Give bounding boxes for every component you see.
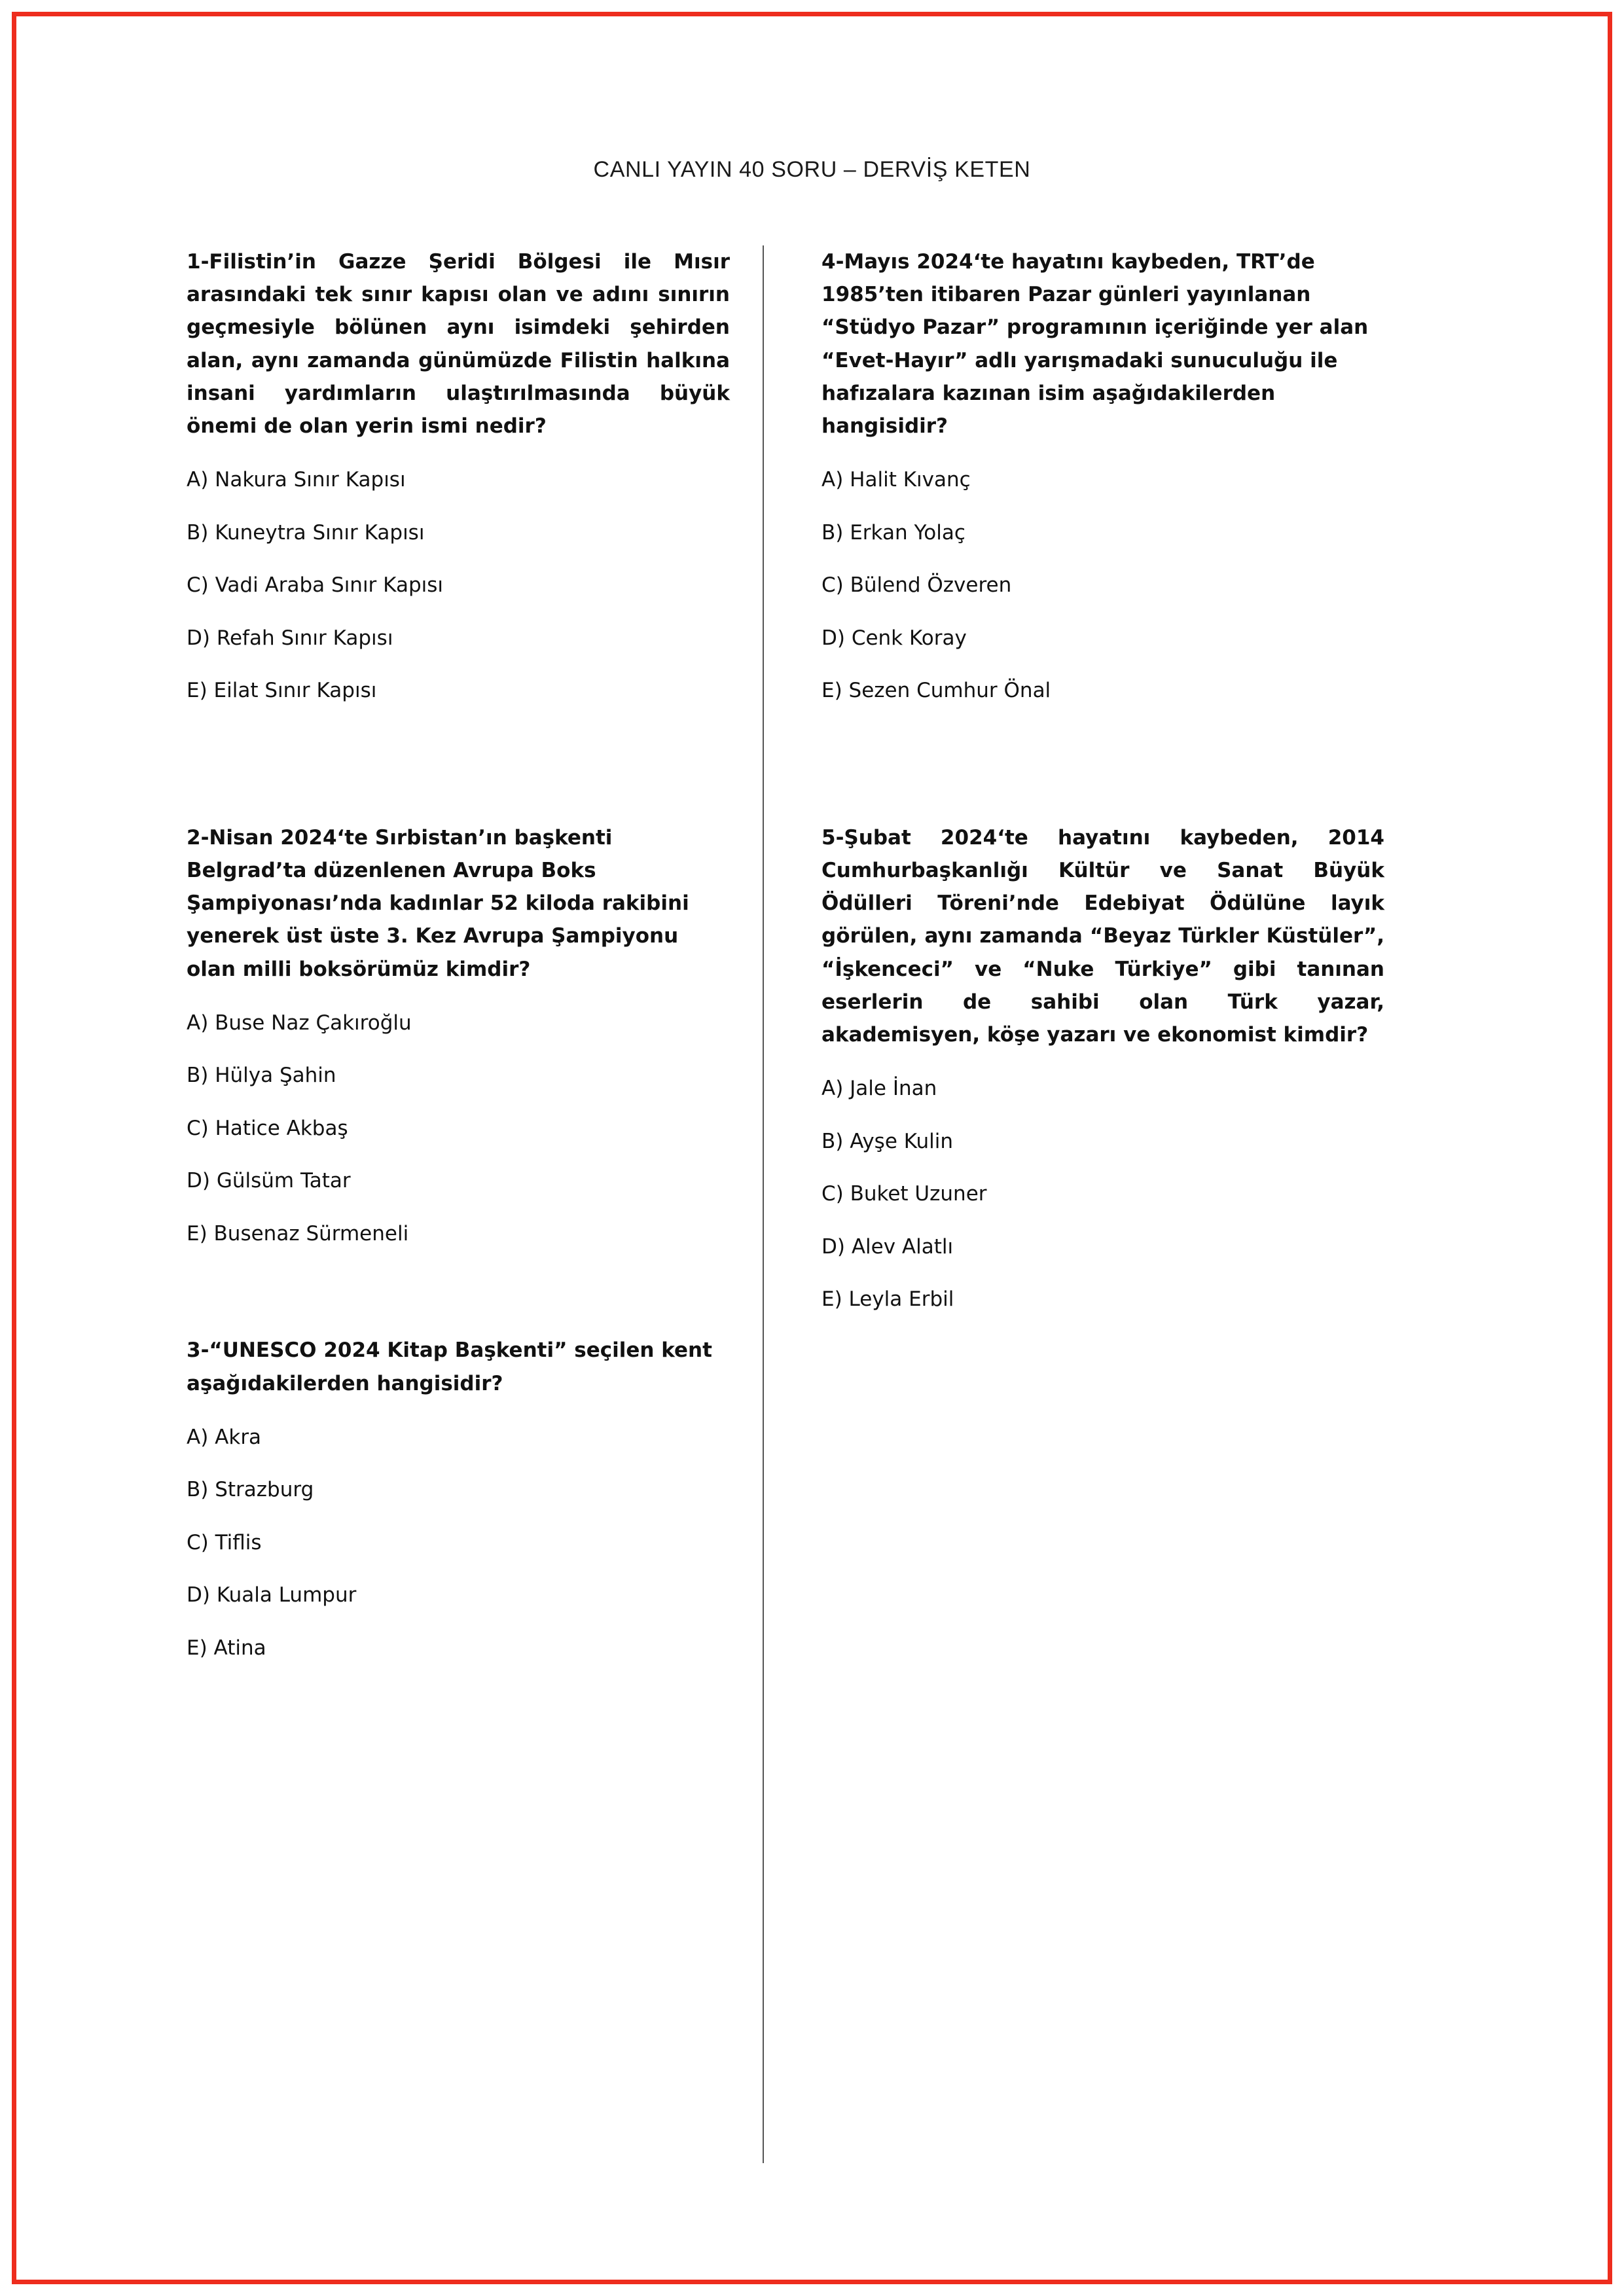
question-1-option-c: C) Vadi Araba Sınır Kapısı bbox=[187, 573, 443, 598]
question-4-option-e: E) Sezen Cumhur Önal bbox=[821, 679, 1051, 703]
question-3-option-e: E) Atina bbox=[187, 1636, 266, 1660]
question-2-option-e: E) Busenaz Sürmeneli bbox=[187, 1221, 409, 1246]
question-1-option-d: D) Refah Sınır Kapısı bbox=[187, 626, 393, 650]
question-5-option-b: B) Ayşe Kulin bbox=[821, 1129, 954, 1153]
question-block-2 bbox=[187, 821, 730, 1249]
question-1-option-e: E) Eilat Sınır Kapısı bbox=[187, 679, 377, 703]
question-3-option-b: B) Strazburg bbox=[187, 1478, 314, 1502]
spacer-2 bbox=[187, 1288, 730, 1334]
left-column bbox=[187, 245, 763, 1702]
question-1-option-b: B) Kuneytra Sınır Kapısı bbox=[187, 520, 425, 545]
question-block-5 bbox=[821, 821, 1384, 1315]
question-5-option-c: C) Buket Uzuner bbox=[821, 1182, 987, 1206]
question-4-option-a: A) Halit Kıvanç bbox=[821, 468, 971, 492]
question-4-option-d: D) Cenk Koray bbox=[821, 626, 967, 650]
question-text-4: 4-Mayıs 2024‘te hayatını kaybeden, TRT’de 1985’ten itibaren Pazar günleri yayınlanan “Stüdyo Pazar” programının içeriğinde yer alan “Evet-Hayır” adlı yarışmadaki sunuculuğu ile hafızalara kazınan isim aşağıdakilerden hangisidir? bbox=[821, 250, 1369, 439]
question-3-option-a: A) Akra bbox=[187, 1425, 262, 1449]
question-block-3 bbox=[187, 1334, 730, 1663]
question-2-option-c: C) Hatice Akbaş bbox=[187, 1116, 348, 1140]
question-3-option-c: C) Tiflis bbox=[187, 1530, 262, 1554]
content-columns bbox=[187, 245, 1437, 2163]
column-divider bbox=[763, 245, 764, 2163]
question-5-option-d: D) Alev Alatlı bbox=[821, 1234, 954, 1259]
question-text-3: 3-“UNESCO 2024 Kitap Başkenti” seçilen kent aşağıdakilerden hangisidir? bbox=[187, 1338, 712, 1395]
question-1-option-a: A) Nakura Sınır Kapısı bbox=[187, 468, 406, 492]
spacer-3 bbox=[821, 745, 1384, 821]
question-block-1 bbox=[187, 245, 730, 706]
question-text-5: 5-Şubat 2024‘te hayatını kaybeden, 2014 Cumhurbaşkanlığı Kültür ve Sanat Büyük Ödülleri Töreni’nde Edebiyat Ödülüne layık görülen, aynı zamanda “Beyaz Türkler Küstüler”, “İşkenceci” ve “Nuke Türkiye” gibi tanınan eserlerin de sahibi olan Türk yazar, akademisyen, köşe yazarı ve ekonomist kimdir? bbox=[821, 825, 1384, 1047]
question-2-option-b: B) Hülya Şahin bbox=[187, 1064, 336, 1088]
question-5-option-e: E) Leyla Erbil bbox=[821, 1287, 954, 1312]
question-4-option-c: C) Bülend Özveren bbox=[821, 573, 1012, 598]
question-2-option-a: A) Buse Naz Çakıroğlu bbox=[187, 1011, 412, 1035]
question-text-2: 2-Nisan 2024‘te Sırbistan’ın başkenti Belgrad’ta düzenlenen Avrupa Boks Şampiyonası’nda kadınlar 52 kiloda rakibini yenerek üst üste 3. Kez Avrupa Şampiyonu olan milli boksörümüz kimdir? bbox=[187, 825, 689, 981]
page-title: CANLI YAYIN 40 SORU – DERVİŞ KETEN bbox=[593, 157, 1031, 182]
spacer-1 bbox=[187, 745, 730, 821]
question-text-1: 1-Filistin’in Gazze Şeridi Bölgesi ile Mısır arasındaki tek sınır kapısı olan ve adını sınırın geçmesiyle bölünen aynı isimdeki şehirden alan, aynı zamanda günümüzde Filistin halkına insani yardımların ulaştırılmasında büyük önemi de olan yerin ismi nedir? bbox=[187, 250, 730, 439]
question-4-option-b: B) Erkan Yolaç bbox=[821, 520, 965, 545]
right-column bbox=[808, 245, 1384, 1354]
question-5-option-a: A) Jale İnan bbox=[821, 1077, 937, 1101]
question-block-4 bbox=[821, 245, 1384, 706]
question-2-option-d: D) Gülsüm Tatar bbox=[187, 1169, 351, 1193]
question-3-option-d: D) Kuala Lumpur bbox=[187, 1583, 357, 1607]
